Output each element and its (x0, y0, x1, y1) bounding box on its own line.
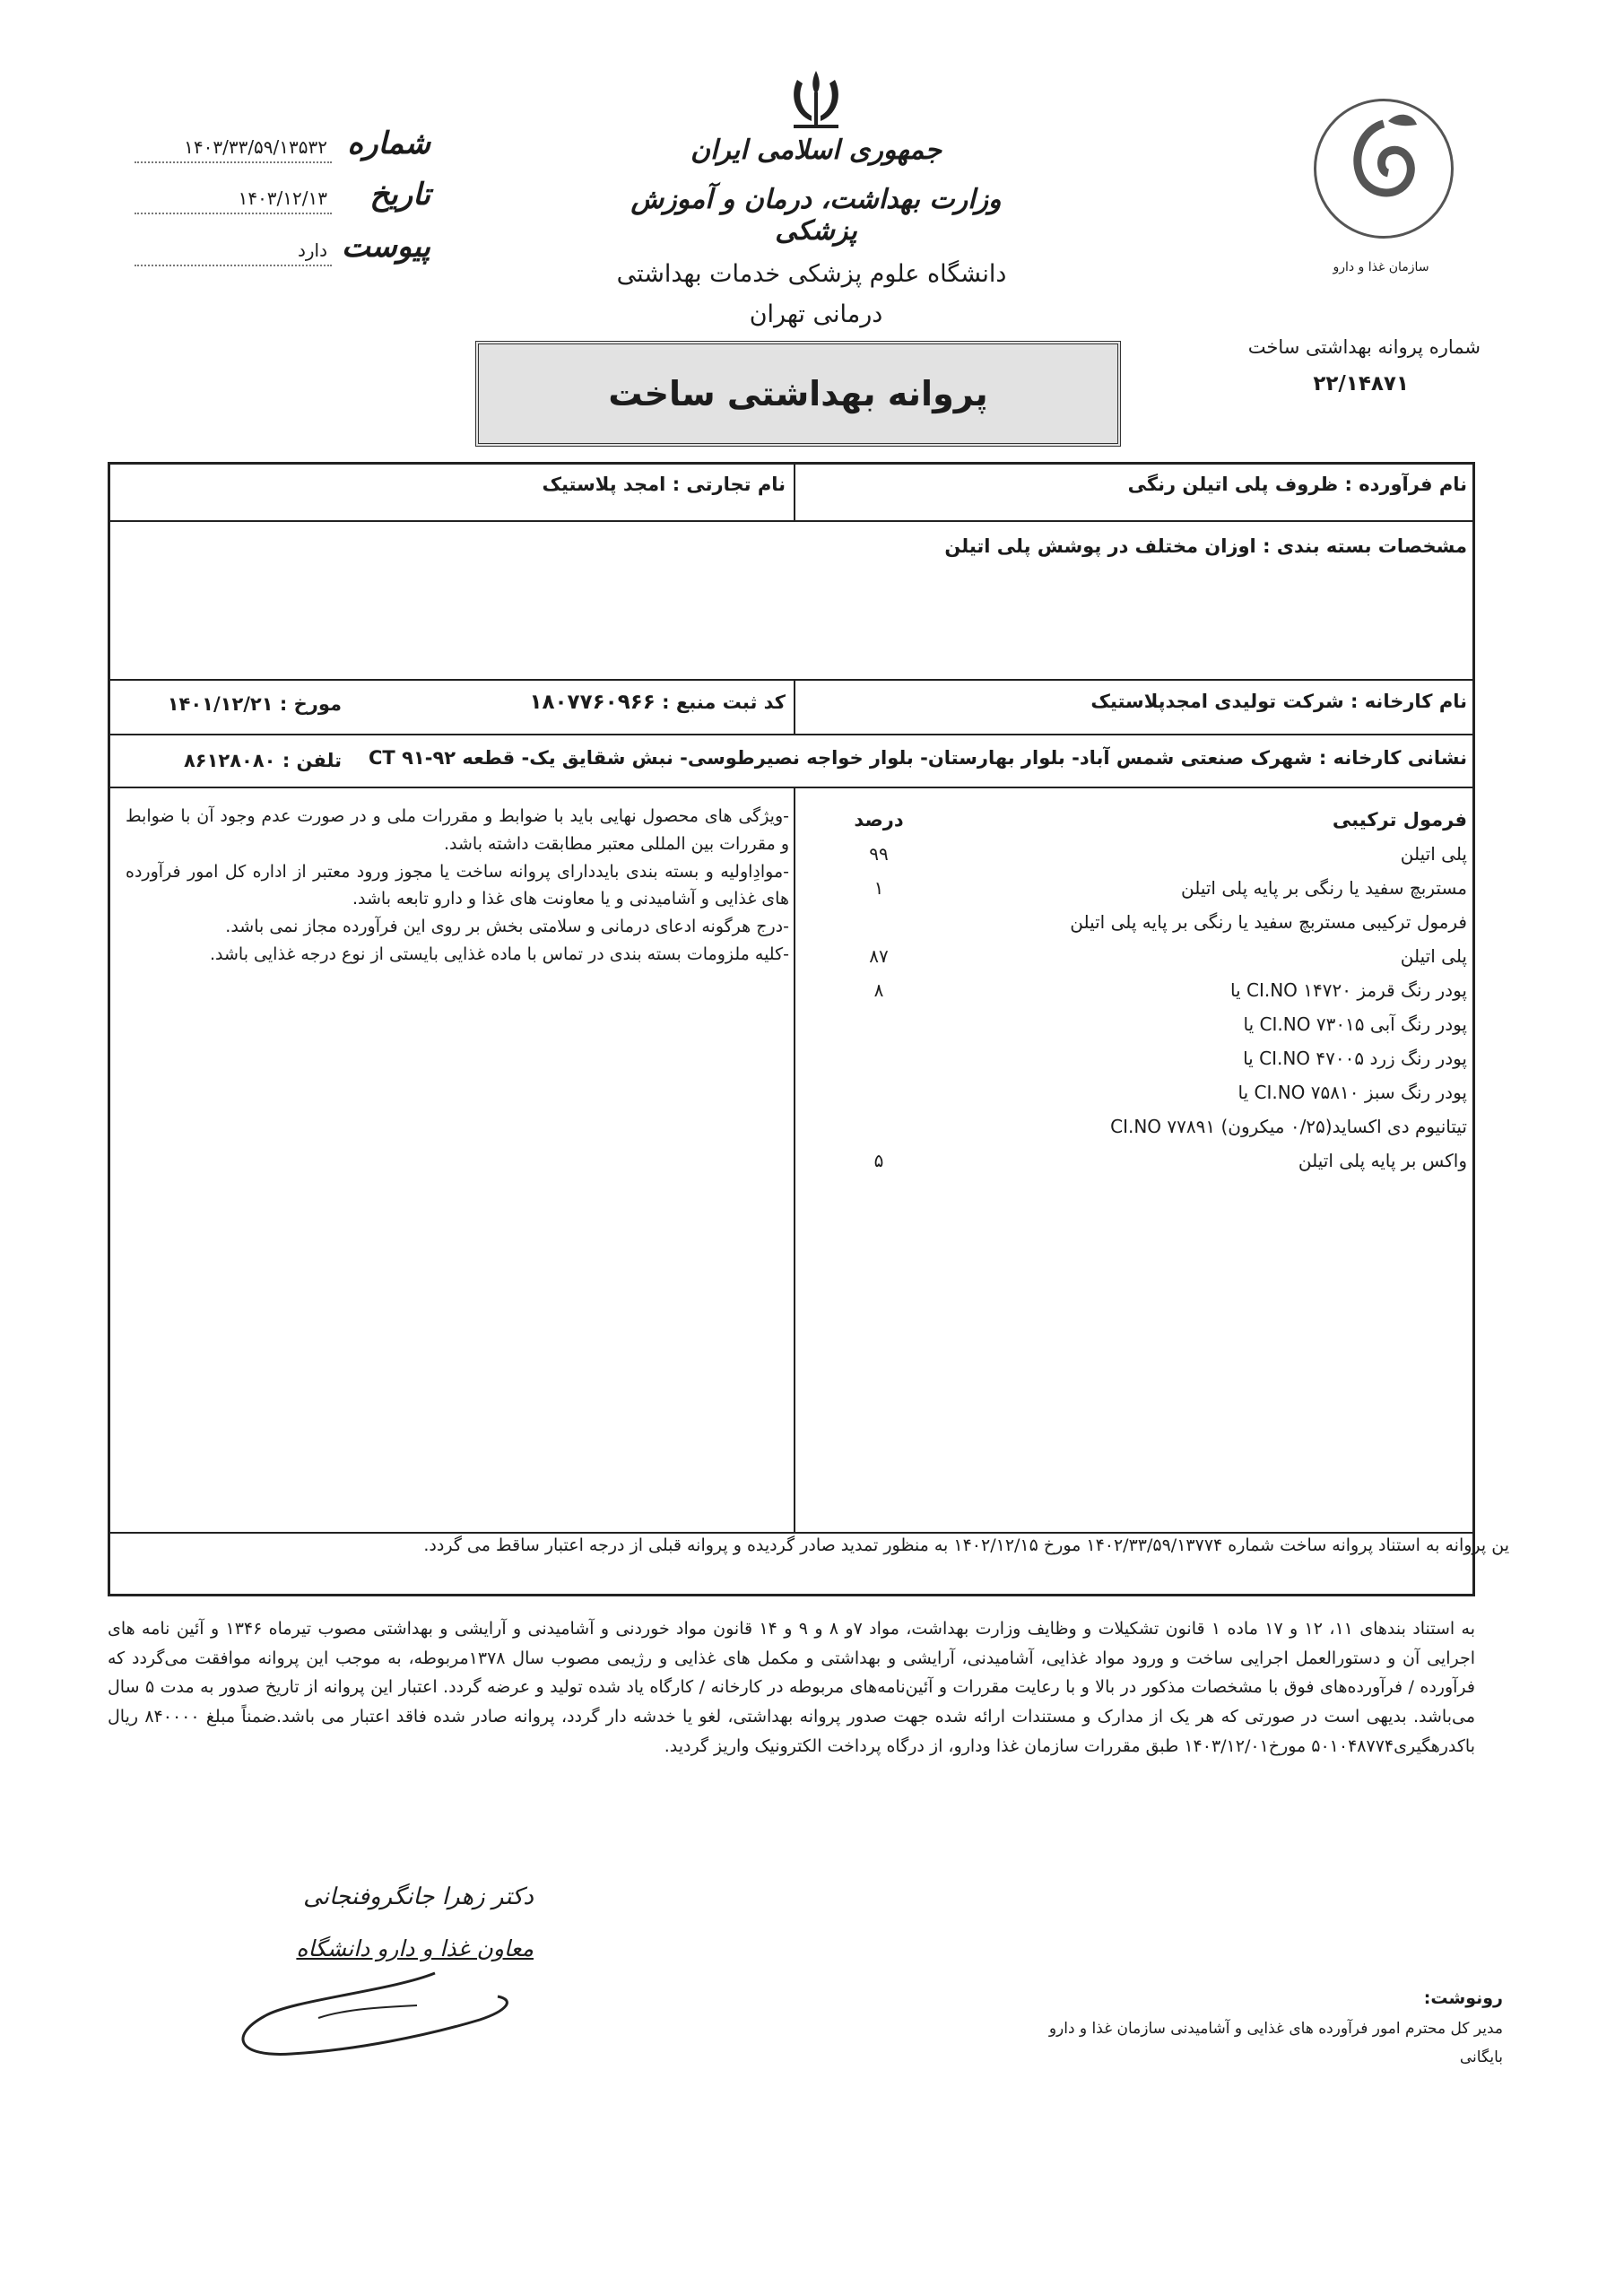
factory-address-value: شهرک صنعتی شمس آباد- بلوار بهارستان- بلوار خواجه نصیرطوسی- نبش شقایق یک- قطعه ۹۲-۹۱ CT (369, 747, 1313, 769)
registration-code-value: ۱۸۰۷۷۶۰۹۶۶ (529, 691, 656, 714)
letter-date-row (135, 177, 430, 220)
letter-attachment-row (135, 229, 430, 272)
letter-date-value: ۱۴۰۳/۱۲/۱۳ (238, 187, 327, 209)
emblem-icon (785, 67, 847, 132)
note-item: -ویژگی های محصول نهایی باید با ضوابط و مقررات ملی و در صورت عدم وجود آن با ضوابط و مقررات بین المللی معتبر مطابقت داشته باشد. (126, 806, 789, 854)
signatory-title: معاون غذا و دارو دانشگاه (296, 1935, 534, 1961)
registration-code-label: کد ثبت منبع : (662, 691, 786, 713)
factory-phone-label: تلفن : (282, 750, 342, 771)
formula-section (821, 803, 1467, 1178)
packaging-value: اوزان مختلف در پوشش پلی اتیلن (944, 535, 1256, 557)
formula-line: مستربچ سفید یا رنگی بر پایه پلی اتیلن (1180, 877, 1467, 899)
formula-line: پودر رنگ قرمز CI.NO ۱۴۷۲۰ یا (1229, 979, 1467, 1001)
percent-value: ۸ (873, 979, 884, 1001)
factory-address-cell (369, 747, 1467, 769)
signatory-name: دکتر زهرا جانگروفنجانی (303, 1883, 534, 1910)
percent-value (852, 905, 906, 939)
percent-heading: درصد (854, 809, 904, 831)
letter-attachment-value: دارد (297, 239, 327, 261)
renewal-note: ین پروانه به استناد پروانه ساخت شماره ۱۴۰۲/۳۳/۵۹/۱۳۷۷۴ مورخ ۱۴۰۲/۱۲/۱۵ به منظور تمدید صادر گردیده و پروانه قبلی از درجه اعتبار ساقط می گردد. (423, 1535, 1509, 1555)
license-number-value: ۲۲/۱۴۸۷۱ (1313, 372, 1409, 396)
license-title: پروانه بهداشتی ساخت (608, 374, 988, 413)
formula-line: پودر رنگ زرد CI.NO ۴۷۰۰۵ یا (1243, 1048, 1467, 1069)
license-title-box (475, 341, 1121, 447)
registration-code-cell (529, 691, 786, 714)
university-line-2: درمانی تهران (749, 300, 883, 328)
copy-to-recipient: بایگانی (1459, 2048, 1503, 2067)
letter-number-value: ۱۴۰۳/۳۳/۵۹/۱۳۵۳۲ (184, 136, 327, 158)
note-item: -موادِاولیه و بسته بندی بایدداراى پروانه ساخت یا مجوز ورود معتبر از اداره کل امور فرآورده های غذایی و آشامیدنی و یا معاونت های غذا و دارو تابعه باشد. (126, 861, 789, 909)
requirements-notes (126, 803, 789, 969)
signature-block (211, 1883, 534, 2063)
product-name-cell (1128, 474, 1467, 495)
formula-line: تیتانیوم دی اکساید(۰/۲۵ میکرون) CI.NO ۷۷۸۹۱ (1110, 1116, 1467, 1137)
formula-line: پودر رنگ آبی CI.NO ۷۳۰۱۵ یا (1243, 1013, 1467, 1035)
trade-name-value: امجد پلاستیک (542, 474, 666, 495)
formula-line: واکس بر پایه پلی اتیلن (1298, 1150, 1467, 1171)
note-item: -کلیه ملزومات بسته بندی در تماس با ماده غذایی بایستی از نوع درجه غذایی باشد. (210, 944, 789, 964)
packaging-cell (944, 535, 1467, 557)
percent-value (852, 1007, 906, 1041)
product-name-value: ظروف پلی اتیلن رنگی (1127, 474, 1339, 495)
copy-to-block (696, 1982, 1503, 2073)
license-number-label: شماره پروانه بهداشتی ساخت (1247, 336, 1481, 358)
packaging-label: مشخصات بسته بندی : (1263, 535, 1467, 557)
letter-date-label: تاریخ (369, 177, 430, 213)
factory-phone-cell (184, 750, 342, 771)
factory-name-value: شرکت تولیدی امجدپلاستیک (1090, 691, 1344, 712)
percent-column (852, 803, 906, 1178)
formula-line: پودر رنگ سبز CI.NO ۷۵۸۱۰ یا (1238, 1082, 1467, 1103)
copy-to-label: رونوشت: (1423, 1988, 1503, 2008)
formula-line: فرمول ترکیبی مستربچ سفید یا رنگی بر پایه پلی اتیلن (1070, 911, 1467, 933)
factory-name-cell (1090, 691, 1467, 712)
trade-name-cell (542, 474, 786, 495)
factory-address-label: نشانی کارخانه : (1318, 747, 1467, 769)
percent-value: ۹۹ (869, 843, 889, 865)
handwritten-signature (211, 1964, 534, 2063)
legal-basis-paragraph: به استناد بندهای ۱۱، ۱۲ و ۱۷ ماده ۱ قانون تشکیلات و وظایف وزارت بهداشت، مواد ۷و ۸ و ۹ و ۱۴ قانون مواد خوردنی و آشامیدنی و آرایشی و بهداشتی مصوب تیرماه ۱۳۴۶ و آئین نامه های اجرایی آن و دستورالعمل اجرایی ساخت و ورود مواد غذایی، آشامیدنی، آرایشی و بهداشتی و مکمل های غذایی و رژیمی مصوب سال ۱۳۷۸مربوطه، به موجب این پروانه موافقت می‌گردد که فرآورده / فرآورده‌های فوق با مشخصات مذکور در بالا و با رعایت مقررات و آئین‌نامه‌های مربوطه در کارخانه / کارگاه یاد شده تولید و عرضه گردد. اعتبار این پروانه از تاریخ صدور به مدت ۵ سال می‌باشد. بدیهی است در صورتی که هر یک از مدارک و مستندات ارائه شده جهت صدور پروانه بهداشتی، لغو یا خدشه دار گردد، پروانه صادر شده فاقد اعتبار می باشد.ضمناً مبلغ ۸۴۰۰۰۰ ریال باکدرهگیری۵۰۱۰۴۸۷۷۴ مورخ۱۴۰۳/۱۲/۰۱ طبق مقررات سازمان غذا ودارو، از درگاه پرداخت الکترونیک واریز گردید. (108, 1619, 1476, 1756)
percent-value (852, 1041, 906, 1075)
copy-to-recipient: مدیر کل محترم امور فرآورده های غذایی و آشامیدنی سازمان غذا و دارو (1048, 2020, 1503, 2039)
letter-number-label: شماره (347, 126, 430, 161)
country-name: جمهوری اسلامی ایران (690, 135, 942, 166)
registration-date-value: ۱۴۰۱/۱۲/۲۱ (167, 693, 274, 715)
formula-heading: فرمول ترکیبی (1332, 809, 1467, 831)
percent-value: ۵ (873, 1150, 884, 1171)
factory-phone-value: ۸۶۱۲۸۰۸۰ (183, 750, 276, 771)
percent-value (852, 1075, 906, 1109)
percent-value: ۸۷ (869, 945, 889, 967)
ministry-name: وزارت بهداشت، درمان و آموزش پزشکی (630, 184, 1002, 247)
formula-line: پلی اتیلن (1400, 945, 1467, 967)
registration-date-label: مورخ : (279, 693, 342, 715)
letter-number-row (135, 126, 430, 169)
product-name-label: نام فرآورده : (1344, 474, 1467, 495)
percent-value: ۱ (873, 877, 884, 899)
university-line-1: دانشگاه علوم پزشکی خدمات بهداشتی (616, 260, 1007, 288)
note-item: -درج هرگونه ادعای درمانی و سلامتی بخش بر روی این فرآورده مجاز نمی باشد. (225, 917, 789, 937)
org-logo-icon (1314, 99, 1454, 239)
factory-name-label: نام کارخانه : (1350, 691, 1467, 712)
percent-value (852, 1109, 906, 1144)
letter-attachment-label: پیوست (341, 229, 430, 265)
org-logo-caption: سازمان غذا و دارو (1333, 260, 1429, 274)
registration-date-cell (168, 693, 342, 715)
trade-name-label: نام تجارتی : (672, 474, 786, 495)
formula-line: پلی اتیلن (1400, 843, 1467, 865)
